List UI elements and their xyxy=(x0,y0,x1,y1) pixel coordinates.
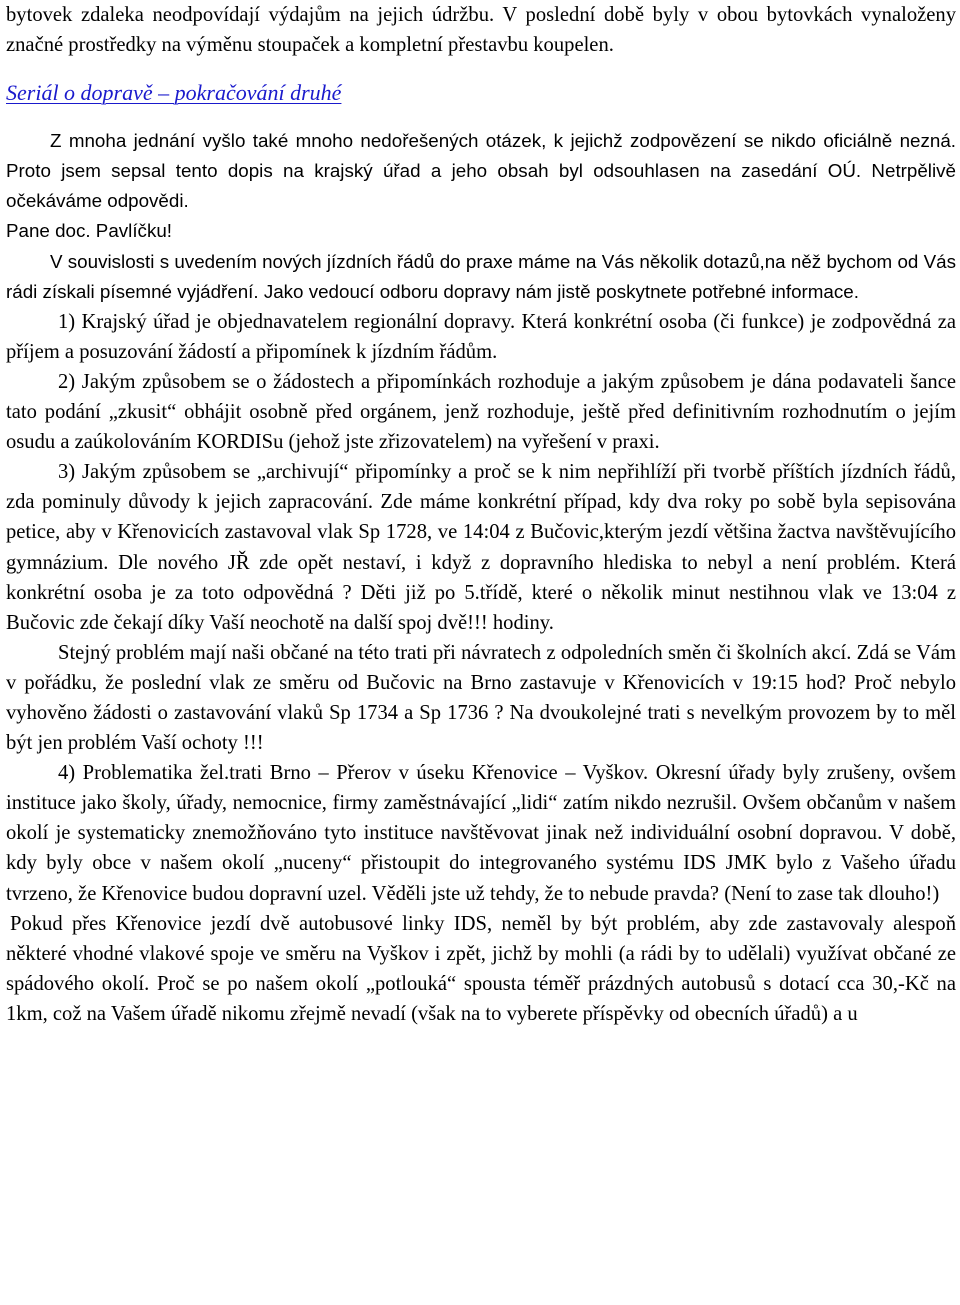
paragraph-bus-lines: Pokud přes Křenovice jezdí dvě autobusové linky IDS, neměl by být problém, aby zde zastavovaly alespoň některé vhodné vlakové spoje ve směru na Vyškov i zpět, jichž by mohli (a rádi by to udělali) využívat občané ze spádového okolí. Proč se po našem okolí „potlouká“ spousta téměř prázdných autobusů s dotací cca 30,-Kč na 1km, což na Vašem úřadě nikomu zřejmě nevadí (však na to vyberete příspěvky od obecních úřadů) a u xyxy=(6,912,956,1025)
question-2: 2) Jakým způsobem se o žádostech a připomínkách rozhoduje a jakým způsobem je dána podavateli šance tato podání „zkusit“ obhájit osobně před orgánem, jenž rozhoduje, ještě před definitivním rozhodnutím o jejím osudu a zaúkolováním KORDISu (jehož jste zřizovatelem) na vyřešení v praxi. xyxy=(6,370,956,454)
document-page xyxy=(6,0,956,1029)
section-title: Seriál o dopravě – pokračování druhé xyxy=(6,80,342,106)
question-4: 4) Problematika žel.trati Brno – Přerov v úseku Křenovice – Vyškov. Okresní úřady byly zrušeny, ovšem instituce jako školy, úřady, nemocnice, firmy zaměstnávající „lidi“ zatím nikdo nezrušil. Ovšem občanům v našem okolí je systematicky znemožňováno tyto instituce navštěvovat jinak než individuální osobní dopravou. V době, kdy byly obce v našem okolí „nuceny“ přistoupit do integrovaného systému IDS JMK bylo z Vašeho úřadu tvrzeno, že Křenovice budou dopravní uzel. Věděli jste už tehdy, že to nebude pravda? (Není to zase tak dlouho!) xyxy=(6,762,956,905)
salutation: Pane doc. Pavlíčku! xyxy=(6,220,172,242)
question-1: 1) Krajský úřad je objednavatelem regionální dopravy. Která konkrétní osoba (či funkce) je zodpovědná za příjem a posuzování žádostí a připomínek k jízdním řádům. xyxy=(6,310,956,363)
paragraph-request: V souvislosti s uvedením nových jízdních řádů do praxe máme na Vás několik dotazů,na něž bychom od Vás rádi získali písemné vyjádření. Jako vedoucí odboru dopravy nám jistě poskytnete potřebné informace. xyxy=(6,250,956,302)
question-3: 3) Jakým způsobem se „archivují“ připomínky a proč se k nim nepřihlíží při tvorbě příštích jízdních řádů, zda pominuly důvody k jejich zapracování. Zde máme konkrétní případ, kdy dva roky po sobě byla sepisována petice, aby v Křenovicích zastavoval vlak Sp 1728, ve 14:04 z Bučovic,kterým jezdí většina žactva navštěvujícího gymnázium. Dle nového JŘ zde opět nestaví, i když z dopravního hlediska to nebyl a není problém. Která konkrétní osoba je za toto odpovědná ? Děti již po 5.třídě, které o několik minut nestihnou vlak ve 13:04 z Bučovic zde čekají díky Vaší neochotě na další spoj dvě!!! hodiny. xyxy=(6,461,956,634)
intro-paragraph: bytovek zdaleka neodpovídají výdajům na jejich údržbu. V poslední době byly v obou bytovkách vynaloženy značné prostředky na výměnu stoupaček a kompletní přestavbu koupelen. xyxy=(6,4,956,57)
paragraph-same-problem: Stejný problém mají naši občané na této trati při návratech z odpoledních směn či školních akcí. Zdá se Vám v pořádku, že poslední vlak ze směru od Bučovic na Brno zastavuje v Křenovicích v 19:15 hod? Proč nebylo vyhověno žádosti o zastavování vlaků Sp 1734 a Sp 1736 ? Na dvoukolejné trati s nevelkým provozem by to měl být jen problém Vaší ochoty !!! xyxy=(6,641,956,755)
paragraph-negotiations: Z mnoha jednání vyšlo také mnoho nedořešených otázek, k jejichž zodpovězení se nikdo oficiálně nezná. Proto jsem sepsal tento dopis na krajský úřad a jeho obsah byl odsouhlasen na zasedání OÚ. Netrpělivě očekáváme odpovědi. xyxy=(6,130,956,212)
